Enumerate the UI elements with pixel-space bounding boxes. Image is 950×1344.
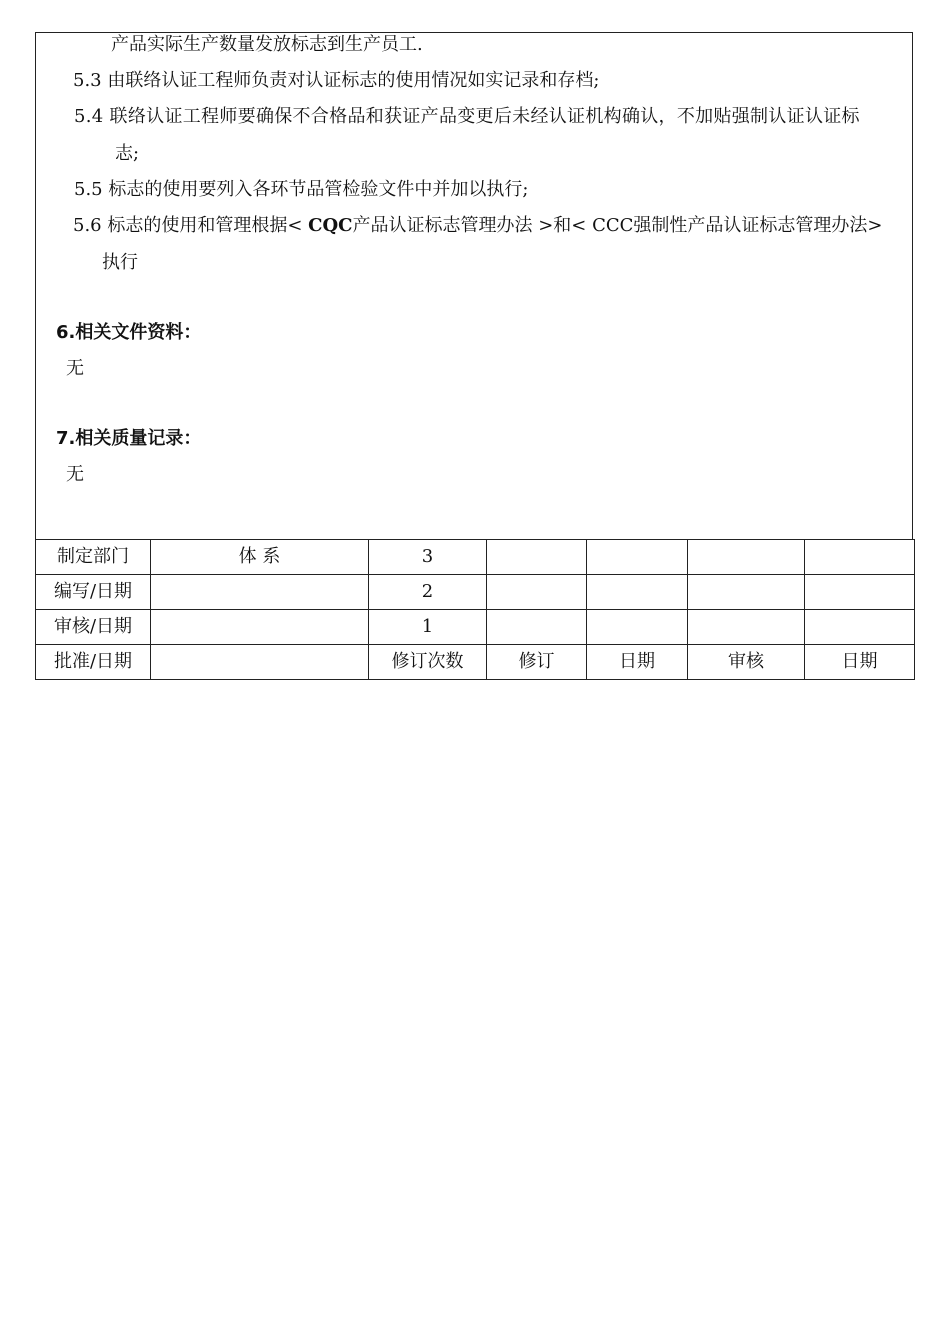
row-value: 体 系 [151,540,369,575]
review-header: 审核 [688,645,805,680]
empty-cell [487,575,587,610]
section-6-heading: 6.相关文件资料： [56,322,202,343]
sign-off-table [35,539,915,680]
item-5-6-text-pre: 5.6 标志的使用和管理根据< [73,215,309,236]
row-value [151,575,369,610]
item-5-6 [73,214,883,238]
empty-cell [487,610,587,645]
table-row [36,575,915,610]
table-row [36,610,915,645]
empty-cell [487,540,587,575]
empty-cell [587,540,688,575]
empty-cell [587,575,688,610]
row-label: 批准/日期 [36,645,151,680]
row-label: 编写/日期 [36,575,151,610]
empty-cell [688,610,805,645]
empty-cell [688,540,805,575]
section-6-value: 无 [66,358,84,379]
item-5-4-continuation: 志; [115,143,140,164]
revision-number: 3 [369,540,487,575]
item-5-6-text-post: 产品认证标志管理办法 >和< CCC强制性产品认证标志管理办法> [352,215,883,236]
item-5-6-cqc: CQC [308,215,353,236]
body-line-continuation: 产品实际生产数量发放标志到生产员工. [111,34,423,55]
revision-count-header: 修订次数 [369,645,487,680]
table-row [36,540,915,575]
section-7-value: 无 [66,464,84,485]
row-label: 制定部门 [36,540,151,575]
item-5-6-continuation: 执行 [102,252,138,273]
row-label: 审核/日期 [36,610,151,645]
revision-number: 1 [369,610,487,645]
empty-cell [587,610,688,645]
empty-cell [805,540,915,575]
item-5-3: 5.3 由联络认证工程师负责对认证标志的使用情况如实记录和存档; [73,70,600,91]
empty-cell [805,575,915,610]
item-5-4: 5.4 联络认证工程师要确保不合格品和获证产品变更后未经认证机构确认，不加贴强制认证认证标 [74,106,860,127]
item-5-5: 5.5 标志的使用要列入各环节品管检验文件中并加以执行; [74,179,529,200]
empty-cell [805,610,915,645]
row-value [151,645,369,680]
table-row [36,645,915,680]
revision-number: 2 [369,575,487,610]
empty-cell [688,575,805,610]
date-header: 日期 [805,645,915,680]
date-header: 日期 [587,645,688,680]
revision-header: 修订 [487,645,587,680]
row-value [151,610,369,645]
section-7-heading: 7.相关质量记录： [56,428,202,449]
